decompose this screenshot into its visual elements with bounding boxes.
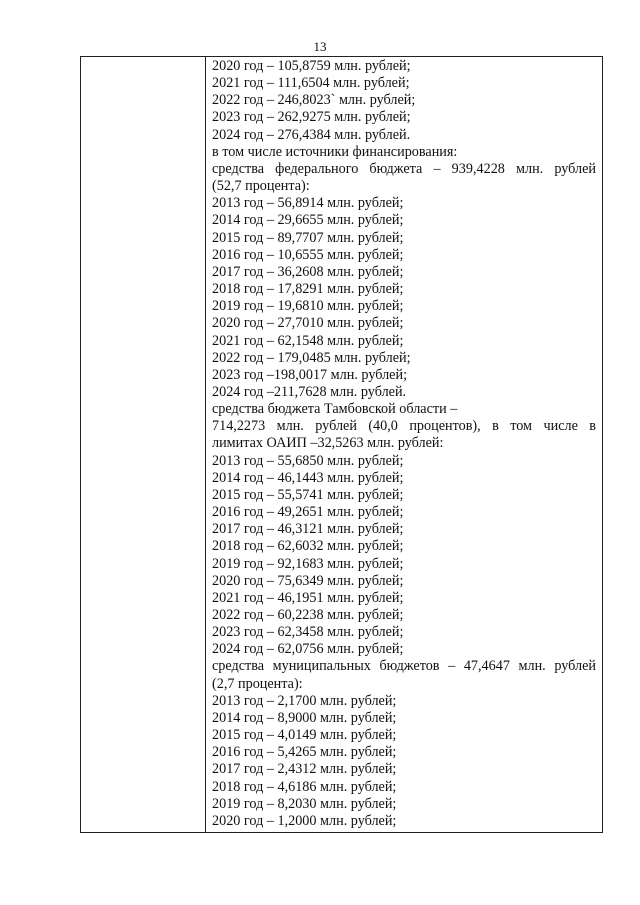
text-line: 2016 год – 49,2651 млн. рублей; xyxy=(212,504,404,521)
text-line: 2014 год – 29,6655 млн. рублей; xyxy=(212,212,404,229)
text-line: 2021 год – 46,1951 млн. рублей; xyxy=(212,589,404,606)
text-line: 2015 год – 55,5741 млн. рублей; xyxy=(212,486,404,503)
text-line: (2,7 процента): xyxy=(212,675,303,692)
text-line: 2023 год – 262,9275 млн. рублей; xyxy=(212,109,411,126)
text-line: 2020 год – 75,6349 млн. рублей; xyxy=(212,572,404,589)
text-line: 2019 год – 19,6810 млн. рублей; xyxy=(212,298,404,315)
text-line: 2014 год – 8,9000 млн. рублей; xyxy=(212,709,397,726)
text-line: 2023 год –198,0017 млн. рублей; xyxy=(212,366,408,383)
text-line: 2020 год – 105,8759 млн. рублей; xyxy=(212,58,411,74)
text-line: средства федерального бюджета – 939,4228 млн. рублей xyxy=(212,160,596,177)
text-line: 2020 год – 1,2000 млн. рублей; xyxy=(212,812,397,829)
text-line: 2018 год – 4,6186 млн. рублей; xyxy=(212,778,397,795)
text-line: 2022 год – 179,0485 млн. рублей; xyxy=(212,349,411,366)
text-line: 2017 год – 2,4312 млн. рублей; xyxy=(212,761,397,778)
text-line: (52,7 процента): xyxy=(212,178,310,195)
text-line: 2013 год – 2,1700 млн. рублей; xyxy=(212,692,397,709)
text-line: лимитах ОАИП –32,5263 млн. рублей: xyxy=(212,435,444,452)
text-line: средства бюджета Тамбовской области – xyxy=(212,401,458,418)
text-line: 2016 год – 5,4265 млн. рублей; xyxy=(212,744,397,761)
text-line: 2018 год – 17,8291 млн. рублей; xyxy=(212,281,404,298)
text-line: 2023 год – 62,3458 млн. рублей; xyxy=(212,624,404,641)
text-line: 2015 год – 89,7707 млн. рублей; xyxy=(212,229,404,246)
text-line: средства муниципальных бюджетов – 47,4647 млн. рублей xyxy=(212,658,596,675)
text-line: 2024 год –211,7628 млн. рублей. xyxy=(212,383,407,400)
text-line: 2013 год – 56,8914 млн. рублей; xyxy=(212,195,404,212)
text-line: 2014 год – 46,1443 млн. рублей; xyxy=(212,469,404,486)
text-line: 2016 год – 10,6555 млн. рублей; xyxy=(212,246,404,263)
text-line: 2018 год – 62,6032 млн. рублей; xyxy=(212,538,404,555)
text-line: 2019 год – 92,1683 млн. рублей; xyxy=(212,555,404,572)
text-line: 2024 год – 62,0756 млн. рублей; xyxy=(212,641,404,658)
text-line: 2022 год – 246,8023` млн. рублей; xyxy=(212,92,416,109)
document-table xyxy=(80,56,603,833)
text-line: 2019 год – 8,2030 млн. рублей; xyxy=(212,795,397,812)
text-line: 2017 год – 46,3121 млн. рублей; xyxy=(212,521,404,538)
page-number: 13 xyxy=(313,39,327,54)
text-line: 2015 год – 4,0149 млн. рублей; xyxy=(212,727,397,744)
text-line: 2017 год – 36,2608 млн. рублей; xyxy=(212,263,404,280)
financing-text-column xyxy=(212,58,596,830)
text-line: в том числе источники финансирования: xyxy=(212,143,458,160)
text-line: 2020 год – 27,7010 млн. рублей; xyxy=(212,315,404,332)
text-line: 2013 год – 55,6850 млн. рублей; xyxy=(212,452,404,469)
text-line: 2021 год – 111,6504 млн. рублей; xyxy=(212,75,410,92)
text-line: 714,2273 млн. рублей (40,0 процентов), в том числе в xyxy=(212,418,596,435)
text-line: 2022 год – 60,2238 млн. рублей; xyxy=(212,607,404,623)
column-divider xyxy=(205,57,206,832)
text-line: 2021 год – 62,1548 млн. рублей; xyxy=(212,332,404,349)
text-line: 2024 год – 276,4384 млн. рублей. xyxy=(212,126,411,143)
